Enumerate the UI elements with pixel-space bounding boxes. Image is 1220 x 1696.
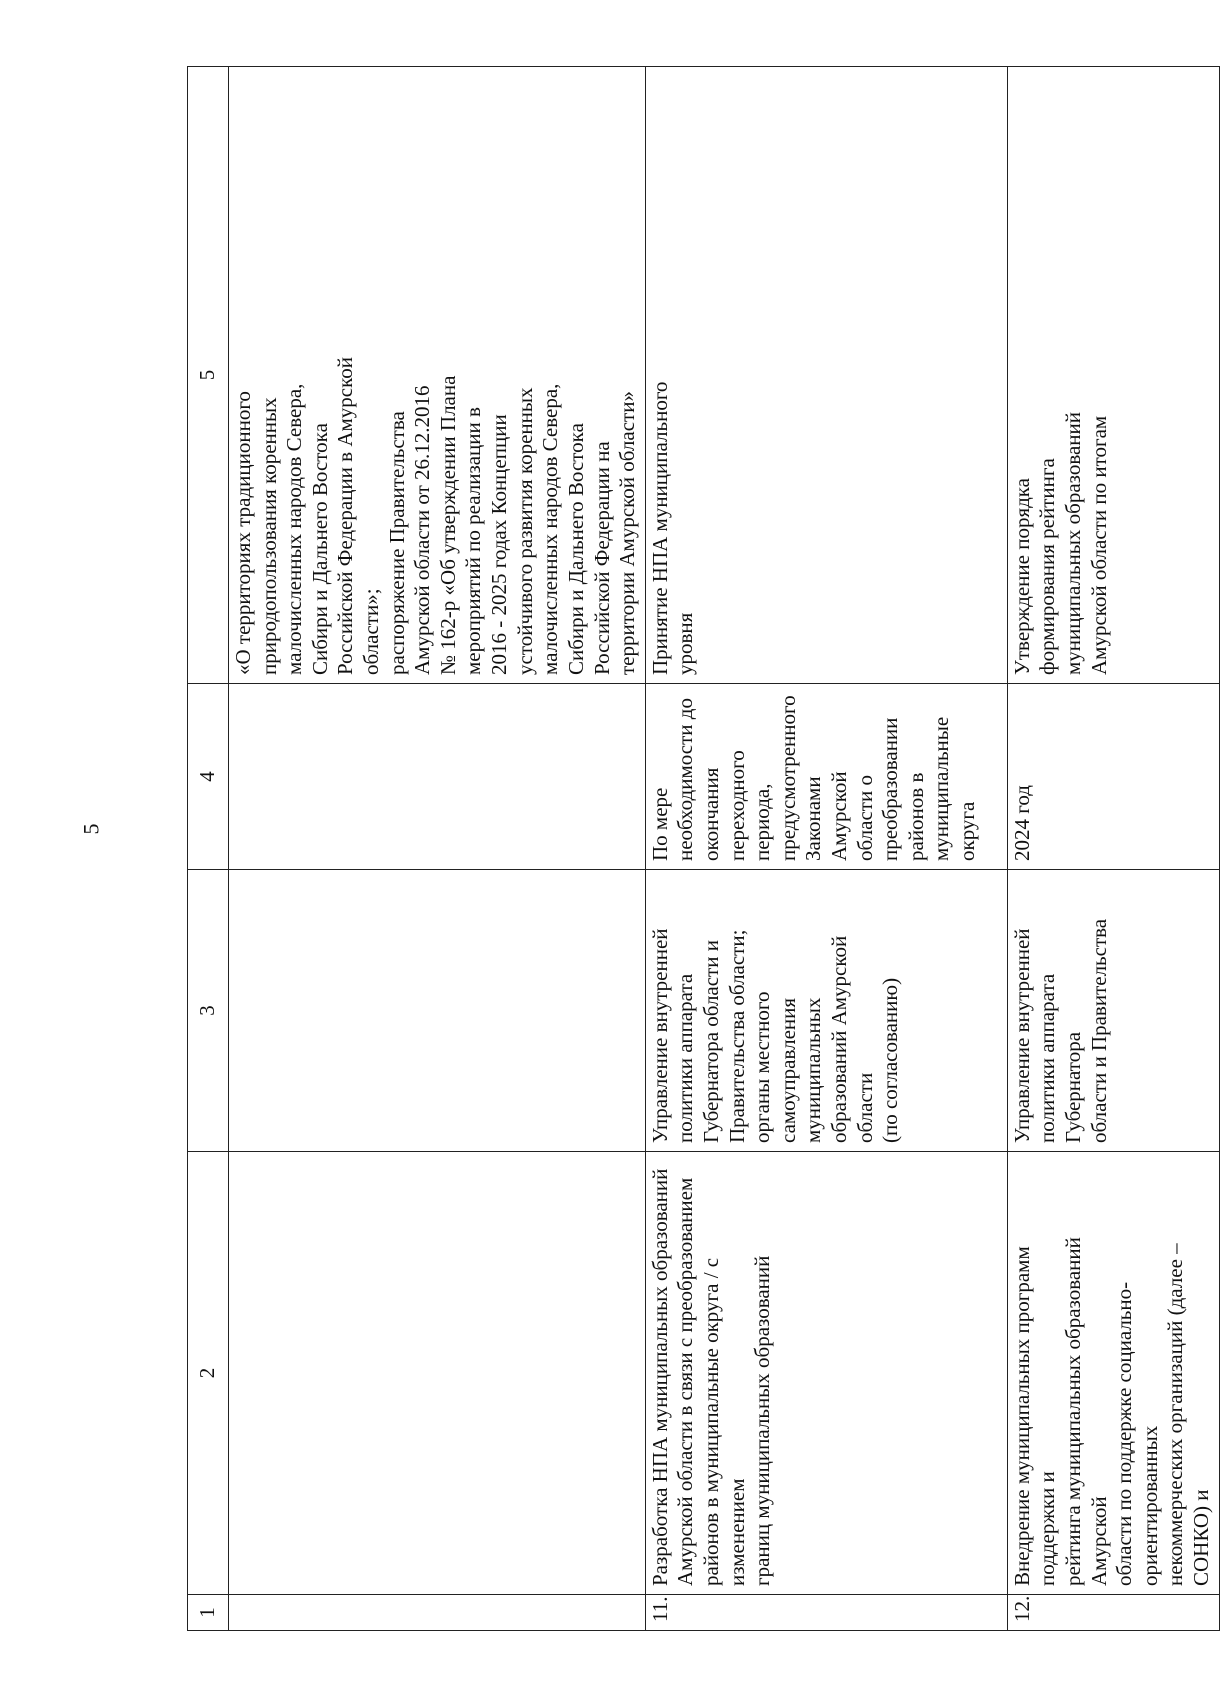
cell-number: 11. [645,1595,1007,1631]
cell-result [229,67,646,684]
cell-result [645,67,1007,684]
cell-term [229,684,646,870]
plan-table [187,66,1220,1631]
column-header-4: 4 [188,684,229,870]
cell-number [229,1595,646,1631]
table-row [1007,67,1219,1631]
cell-executor [229,870,646,1152]
cell-measure-text: Разработка НПА муниципальных образований Амурской области в связи с преобразованием районов в муниципальные округа / с изменением границ муниципальных образований [647,1168,775,1586]
table-row [645,67,1007,1631]
cell-executor [645,870,1007,1152]
cell-executor [1007,870,1219,1152]
cell-executor-text: Управление внутренней политики аппарата Губернатора области и Правительства [1009,918,1111,1143]
column-header-3: 3 [188,870,229,1152]
cell-term [1007,684,1219,870]
cell-number: 12. [1007,1595,1219,1631]
cell-result-text: «О территориях традиционного природопользования коренных малочисленных народов Севера, Сибири и Дальнего Востока Российской Федерации в Амурской области»; распоряжение Правительства Амурской области от 26.12.2016 № 162-р «Об утверждении Плана мероприятий по реализации в 2016 - 2025 годах Концепции устойчивого развития коренных малочисленных народов Севера, Сибири и Дальнего Востока Российской Федерации на территории Амурской области» [231,357,640,675]
cell-executor-text: Управление внутренней политики аппарата Губернатора области и Правительства области; органы местного самоуправления муниципальных образований Амурской области (по согласованию) [647,928,903,1143]
column-header-1: 1 [188,1595,229,1631]
column-header-5: 5 [188,67,229,684]
page-number: 5 [78,823,104,835]
cell-term [645,684,1007,870]
cell-result-text: Принятие НПА муниципального уровня [647,381,698,675]
column-header-2: 2 [188,1152,229,1595]
column-number-row [188,67,229,1631]
cell-measure [1007,1152,1219,1595]
cell-term-text: По мере необходимости до окончания переходного периода, предусмотренного Законами Амурской области о преобразовании районов в муниципальные округа [647,695,980,861]
table-row [229,67,646,1631]
cell-measure-text: Внедрение муниципальных программ поддержки и рейтинга муниципальных образований Амурской области по поддержке социально-ориентированных некоммерческих организаций (далее – СОНКО) и [1009,1237,1214,1586]
cell-term-text: 2024 год [1009,785,1034,861]
cell-measure [229,1152,646,1595]
cell-result [1007,67,1219,684]
cell-result-text: Утверждение порядка формирования рейтинга муниципальных образований Амурской области по итогам [1009,412,1111,675]
table-container [187,67,1214,1631]
cell-measure [645,1152,1007,1595]
